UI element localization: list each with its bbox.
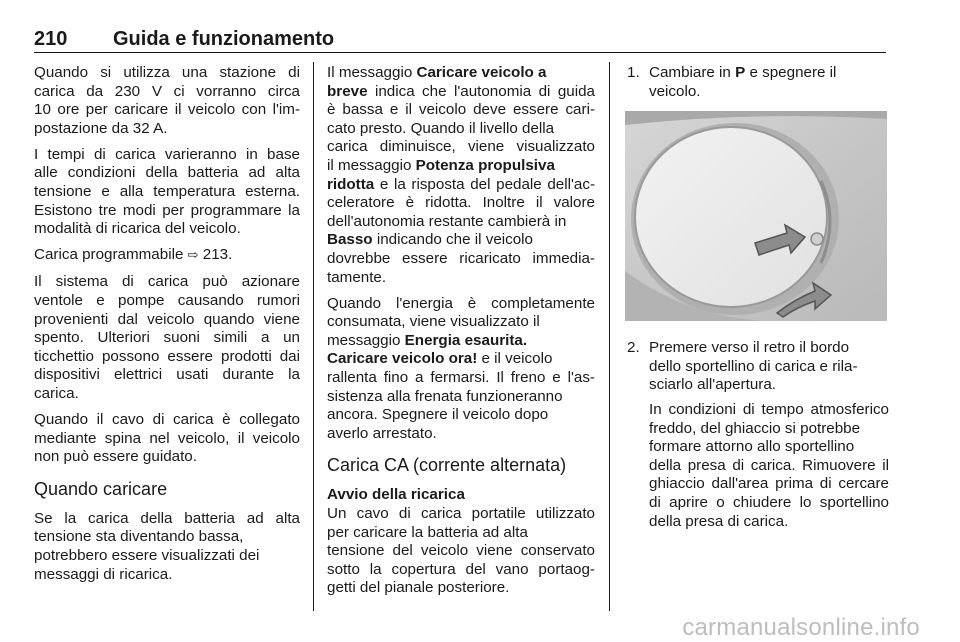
paragraph: Quando il cavo di carica è collegato mediante spina nel veicolo, il veicolo non può essere guidato. <box>34 411 300 466</box>
list-item: 2. Premere verso il retro il bordo dello sportellino di carica e rila- sciarlo all'apertura. In condizioni di tempo atmosferico freddo, del ghiaccio si potrebbe formare attorno allo sportellino della presa di carica. Rimuovere il ghiaccio dall'area prima di cercare di aprire o chiudere lo sportellino della presa di carica. <box>627 339 889 530</box>
page-number: 210 <box>34 28 68 50</box>
section-title: Guida e funzionamento <box>113 28 335 50</box>
note-paragraph: In condizioni di tempo atmosferico freddo, del ghiaccio si potrebbe formare attorno allo sportellino della presa di carica. Rimuovere il ghiaccio dall'area prima di cercare di aprire o chiudere lo sportellino della presa di carica. <box>649 400 889 530</box>
instruction-list <box>627 339 889 531</box>
column-1 <box>34 64 300 592</box>
paragraph: Se la carica della batteria ad alta tensione sta diventando bassa, potrebbero essere visualizzati dei messaggi di ricarica. <box>34 509 300 583</box>
page-header <box>34 28 890 52</box>
paragraph: Quando l'energia è completamente consumata, viene visualizzato il messaggio Energia esaurita. Caricare veicolo ora! e il veicolo rallenta fino a fermarsi. Il freno e l'as- sistenza alla frenata funzioneranno ancora. Spegnere il veicolo dopo averlo arrestato. <box>327 294 595 442</box>
section-heading: Quando caricare <box>34 478 168 499</box>
paragraph: Il messaggio Caricare veicolo a breve indica che l'autonomia di guida è bassa e il veicolo deve essere cari- cato presto. Quando il livello della carica diminuisce, viene visualizzato il messaggio Potenza propulsiva ridotta e la risposta del pedale dell'ac- celeratore è ridotta. Inoltre il valore dell'autonomia restante cambierà in Basso indicando che il veicolo dovrebbe essere ricaricato immedia- tamente. <box>327 64 595 286</box>
paragraph: Un cavo di carica portatile utilizzato per caricare la batteria ad alta tensione del veicolo viene conservato sotto la copertura del vano portaog- getti del pianale posteriore. <box>327 504 595 597</box>
page-reference-arrow-icon: ⇨ <box>187 248 199 264</box>
list-item: 1. Cambiare in P e spegnere il veicolo. <box>627 64 837 100</box>
paragraph: I tempi di carica varieranno in base alle condizioni della batteria ad alta tensione e alla temperatura esterna. Esistono tre modi per programmare la modalità di ricarica del veicolo. <box>34 145 300 238</box>
cross-reference: Carica programmabile ⇨ 213. <box>34 246 233 264</box>
column-divider <box>609 62 610 611</box>
subsection-heading: Avvio della ricarica <box>327 486 465 504</box>
charge-port-door-illustration <box>625 111 887 321</box>
header-rule <box>34 52 886 53</box>
section-heading: Carica CA (corrente alternata) <box>327 455 567 476</box>
column-2 <box>327 64 595 605</box>
cross-reference-link[interactable]: 213. <box>202 246 233 264</box>
column-3 <box>627 64 889 539</box>
watermark: carmanualsonline.info <box>682 614 920 641</box>
paragraph: Quando si utilizza una stazione di carica da 230 V ci vorranno circa 10 ore per caricare il veicolo con l'im- postazione da 32 A. <box>34 64 300 137</box>
paragraph: Il sistema di carica può azionare ventole e pompe causando rumori provenienti dal veicolo quando viene spento. Ulteriori suoni simili a un ticchettio possono essere prodotti dai dispositivi elettrici usati durante la carica. <box>34 273 300 402</box>
column-divider <box>313 62 314 611</box>
instruction-list <box>627 64 889 101</box>
